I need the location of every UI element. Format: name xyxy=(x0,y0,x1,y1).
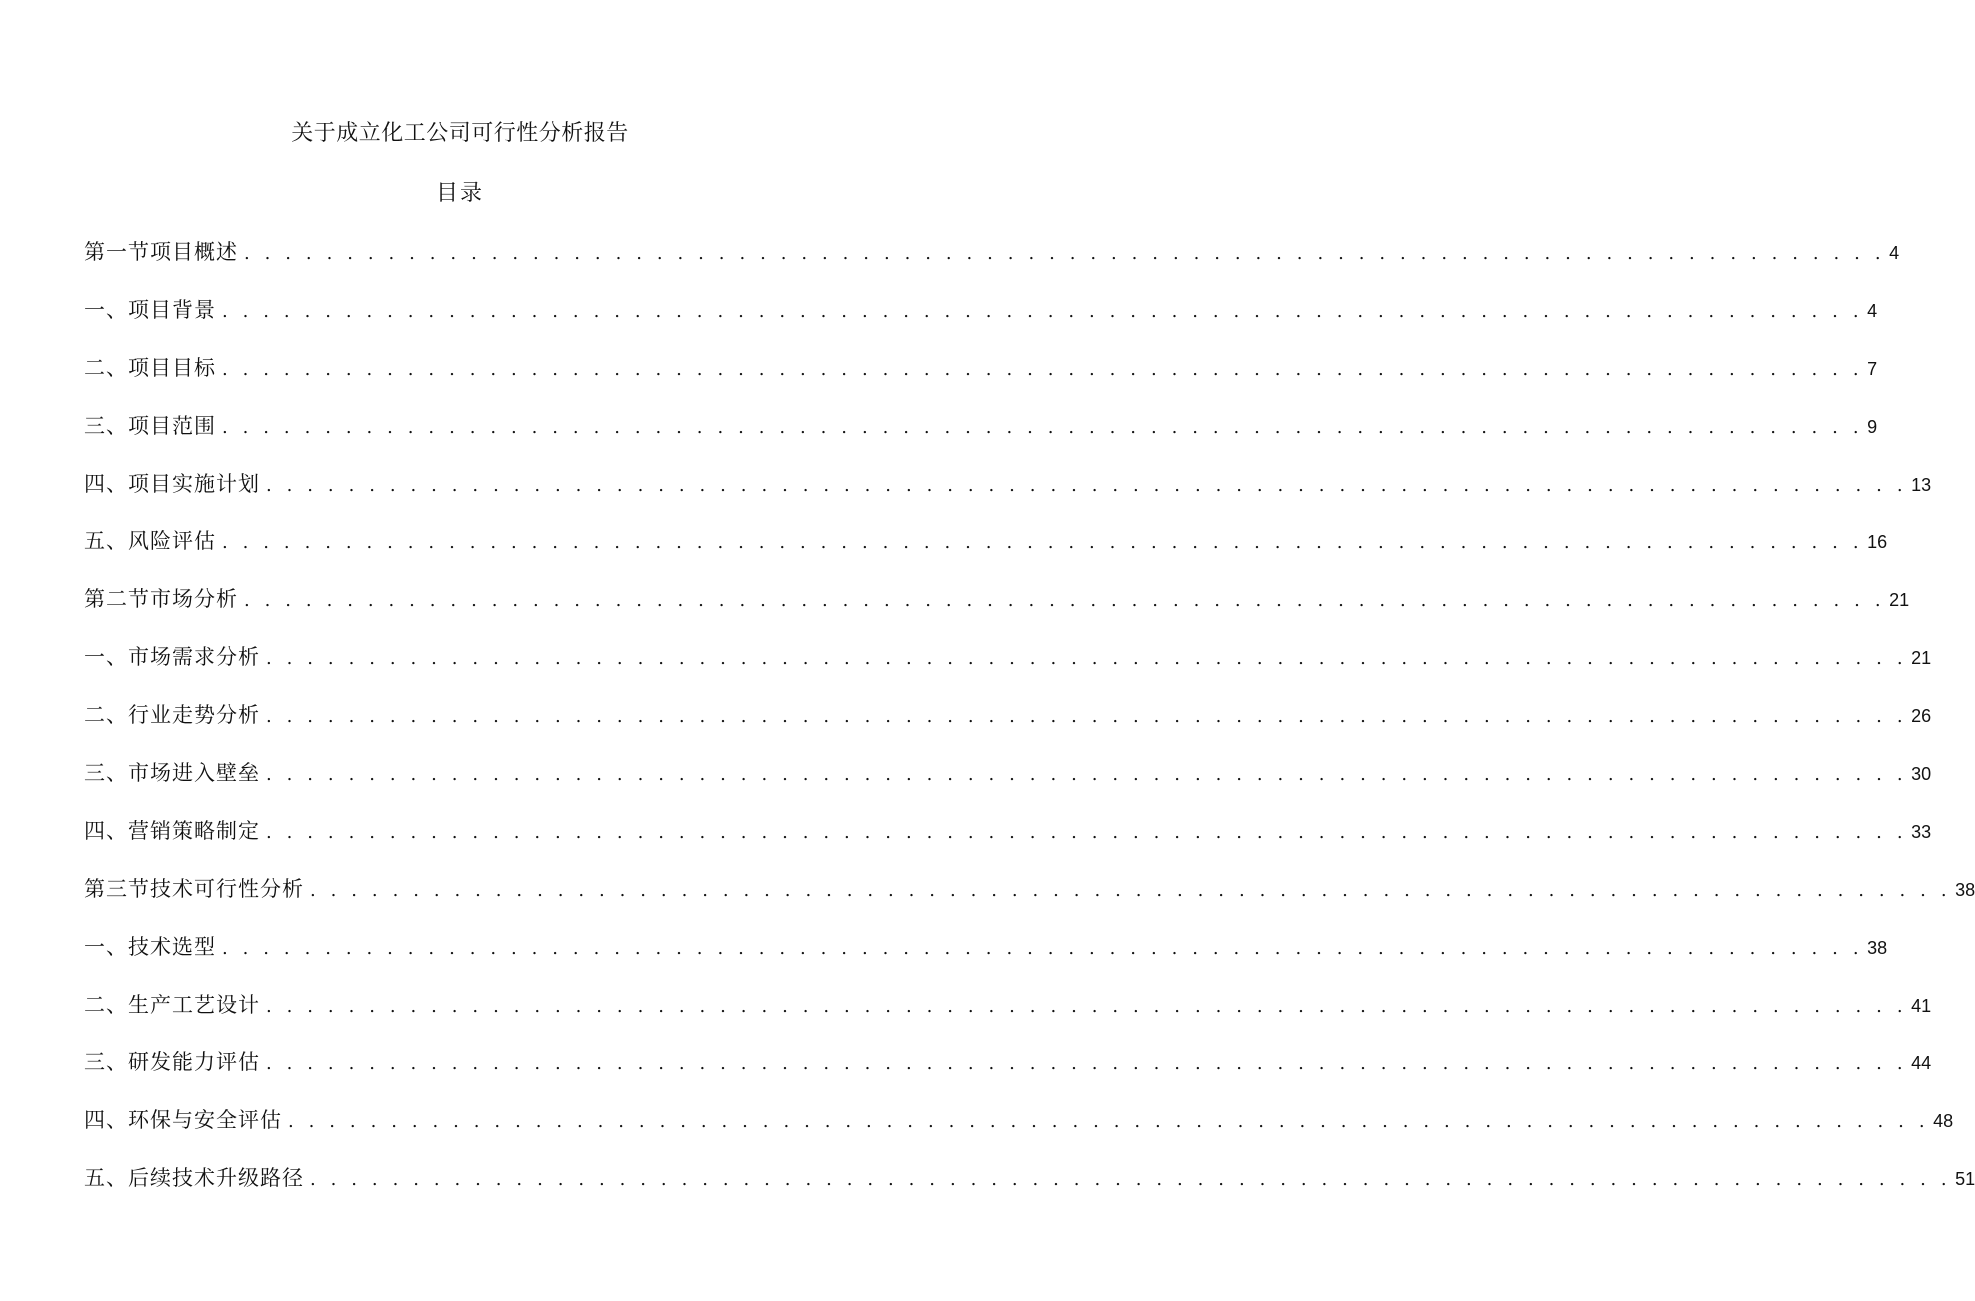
toc-entry[interactable] xyxy=(84,755,1932,813)
toc-dot-leader: . . . . . . . . . . . . . . . . . . . . . . . . . . . . . . . . . . . . . . . . . . . . . . . . . . . . . . . . . . . . . . . . . . . . . . . . . . . . . . . . xyxy=(266,764,1908,786)
toc-page-number: 48 xyxy=(1933,1111,1954,1132)
toc-entry[interactable] xyxy=(84,581,1910,639)
toc-dot-leader: . . . . . . . . . . . . . . . . . . . . . . . . . . . . . . . . . . . . . . . . . . . . . . . . . . . . . . . . . . . . . . . . . . . . . . . . . . . . . . . . xyxy=(310,879,1952,901)
table-of-contents xyxy=(84,234,1975,1218)
toc-page-number: 41 xyxy=(1911,995,1932,1016)
toc-page-number: 7 xyxy=(1867,358,1878,379)
toc-entry[interactable] xyxy=(84,1160,1975,1218)
toc-page-number: 4 xyxy=(1867,300,1878,321)
toc-entry-label: 二、项目目标 xyxy=(84,355,216,380)
toc-entry[interactable] xyxy=(84,871,1975,929)
toc-entry[interactable] xyxy=(84,987,1932,1045)
toc-dot-leader: . . . . . . . . . . . . . . . . . . . . . . . . . . . . . . . . . . . . . . . . . . . . . . . . . . . . . . . . . . . . . . . . . . . . . . . . . . . . . . . . xyxy=(222,416,1864,438)
toc-entry-label: 第一节项目概述 xyxy=(84,240,238,264)
toc-entry-label: 四、环保与安全评估 xyxy=(84,1108,282,1133)
toc-entry-label: 一、市场需求分析 xyxy=(84,645,260,670)
toc-page-number: 26 xyxy=(1911,706,1932,727)
toc-entry-label: 四、营销策略制定 xyxy=(84,818,260,843)
toc-page-number: 38 xyxy=(1867,937,1888,958)
toc-dot-leader: . . . . . . . . . . . . . . . . . . . . . . . . . . . . . . . . . . . . . . . . . . . . . . . . . . . . . . . . . . . . . . . . . . . . . . . . . . . . . . . . xyxy=(244,590,1886,612)
toc-entry[interactable] xyxy=(84,1102,1954,1160)
toc-entry-label: 第三节技术可行性分析 xyxy=(84,876,304,901)
toc-dot-leader: . . . . . . . . . . . . . . . . . . . . . . . . . . . . . . . . . . . . . . . . . . . . . . . . . . . . . . . . . . . . . . . . . . . . . . . . . . . . . . . . xyxy=(266,706,1908,728)
toc-entry-label: 一、技术选型 xyxy=(84,934,216,959)
toc-entry[interactable] xyxy=(84,523,1888,581)
toc-entry-label: 五、风险评估 xyxy=(84,529,216,554)
toc-entry[interactable] xyxy=(84,350,1878,408)
toc-entry-label: 四、项目实施计划 xyxy=(84,471,260,496)
toc-entry-label: 三、市场进入壁垒 xyxy=(84,761,260,786)
toc-entry[interactable] xyxy=(84,234,1900,292)
toc-dot-leader: . . . . . . . . . . . . . . . . . . . . . . . . . . . . . . . . . . . . . . . . . . . . . . . . . . . . . . . . . . . . . . . . . . . . . . . . . . . . . . . . xyxy=(266,648,1908,670)
toc-dot-leader: . . . . . . . . . . . . . . . . . . . . . . . . . . . . . . . . . . . . . . . . . . . . . . . . . . . . . . . . . . . . . . . . . . . . . . . . . . . . . . . . xyxy=(244,243,1886,264)
toc-entry[interactable] xyxy=(84,408,1878,466)
toc-page-number: 21 xyxy=(1911,648,1932,669)
toc-dot-leader: . . . . . . . . . . . . . . . . . . . . . . . . . . . . . . . . . . . . . . . . . . . . . . . . . . . . . . . . . . . . . . . . . . . . . . . . . . . . . . . . xyxy=(222,300,1864,322)
toc-dot-leader: . . . . . . . . . . . . . . . . . . . . . . . . . . . . . . . . . . . . . . . . . . . . . . . . . . . . . . . . . . . . . . . . . . . . . . . . . . . . . . . . xyxy=(222,358,1864,380)
toc-page-number: 38 xyxy=(1955,879,1975,900)
toc-entry[interactable] xyxy=(84,1044,1932,1102)
toc-dot-leader: . . . . . . . . . . . . . . . . . . . . . . . . . . . . . . . . . . . . . . . . . . . . . . . . . . . . . . . . . . . . . . . . . . . . . . . . . . . . . . . . xyxy=(222,532,1864,554)
toc-entry-label: 三、项目范围 xyxy=(84,413,216,438)
toc-dot-leader: . . . . . . . . . . . . . . . . . . . . . . . . . . . . . . . . . . . . . . . . . . . . . . . . . . . . . . . . . . . . . . . . . . . . . . . . . . . . . . . . xyxy=(266,995,1908,1017)
toc-page-number: 30 xyxy=(1911,764,1932,785)
toc-entry-label: 五、后续技术升级路径 xyxy=(84,1166,304,1191)
toc-dot-leader: . . . . . . . . . . . . . . . . . . . . . . . . . . . . . . . . . . . . . . . . . . . . . . . . . . . . . . . . . . . . . . . . . . . . . . . . . . . . . . . . xyxy=(222,937,1864,959)
toc-entry[interactable] xyxy=(84,292,1878,350)
toc-entry-label: 一、项目背景 xyxy=(84,297,216,322)
toc-entry-label: 二、生产工艺设计 xyxy=(84,992,260,1017)
toc-dot-leader: . . . . . . . . . . . . . . . . . . . . . . . . . . . . . . . . . . . . . . . . . . . . . . . . . . . . . . . . . . . . . . . . . . . . . . . . . . . . . . . . xyxy=(310,1169,1952,1191)
toc-entry-label: 第二节市场分析 xyxy=(84,587,238,612)
toc-page-number: 9 xyxy=(1867,416,1878,437)
toc-page-number: 21 xyxy=(1889,590,1910,611)
toc-entry[interactable] xyxy=(84,813,1932,871)
toc-heading: 目录 xyxy=(435,181,484,206)
toc-entry[interactable] xyxy=(84,639,1932,697)
toc-dot-leader: . . . . . . . . . . . . . . . . . . . . . . . . . . . . . . . . . . . . . . . . . . . . . . . . . . . . . . . . . . . . . . . . . . . . . . . . . . . . . . . . xyxy=(288,1111,1930,1133)
toc-page-number: 44 xyxy=(1911,1053,1932,1074)
toc-page-number: 51 xyxy=(1955,1169,1975,1190)
toc-dot-leader: . . . . . . . . . . . . . . . . . . . . . . . . . . . . . . . . . . . . . . . . . . . . . . . . . . . . . . . . . . . . . . . . . . . . . . . . . . . . . . . . xyxy=(266,821,1908,843)
toc-entry[interactable] xyxy=(84,697,1932,755)
toc-page-number: 16 xyxy=(1867,532,1888,553)
toc-entry[interactable] xyxy=(84,929,1888,987)
toc-entry-label: 二、行业走势分析 xyxy=(84,703,260,728)
toc-entry-label: 三、研发能力评估 xyxy=(84,1050,260,1075)
toc-entry[interactable] xyxy=(84,466,1932,524)
document-title: 关于成立化工公司可行性分析报告 xyxy=(291,121,629,146)
toc-dot-leader: . . . . . . . . . . . . . . . . . . . . . . . . . . . . . . . . . . . . . . . . . . . . . . . . . . . . . . . . . . . . . . . . . . . . . . . . . . . . . . . . xyxy=(266,474,1908,496)
toc-page-number: 13 xyxy=(1911,474,1932,495)
toc-dot-leader: . . . . . . . . . . . . . . . . . . . . . . . . . . . . . . . . . . . . . . . . . . . . . . . . . . . . . . . . . . . . . . . . . . . . . . . . . . . . . . . . xyxy=(266,1053,1908,1075)
toc-page-number: 4 xyxy=(1889,243,1900,263)
toc-page-number: 33 xyxy=(1911,821,1932,842)
